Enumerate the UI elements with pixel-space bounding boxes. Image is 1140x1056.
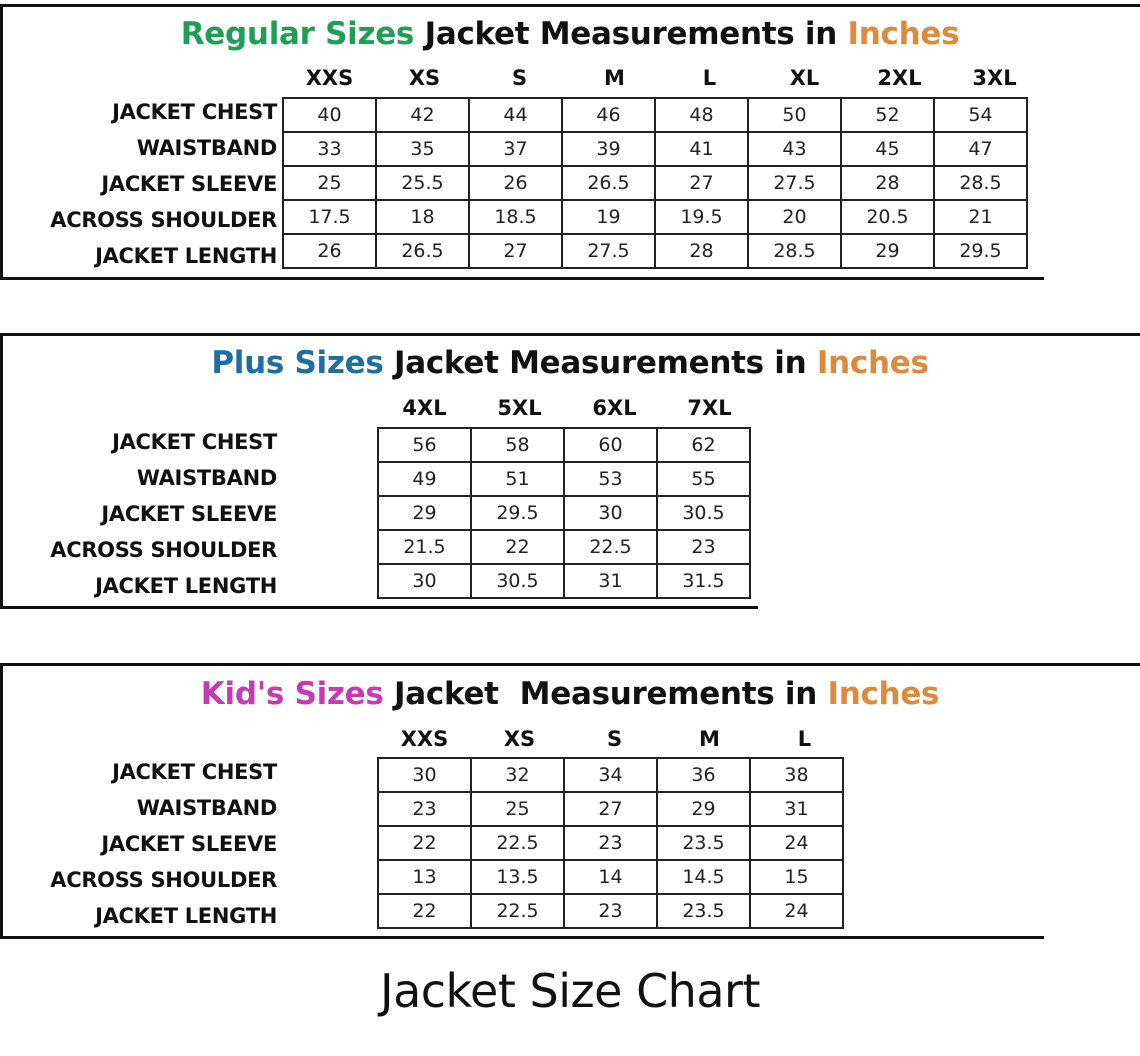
table-cell: 23.5 [657,894,750,928]
size-header-xs: XS [408,66,441,90]
table-cell: 19 [562,200,655,234]
row-label-jacket-chest: JACKET CHEST [112,760,277,784]
table-cell: 54 [934,98,1027,132]
table-cell: 40 [283,98,376,132]
table-cell: 39 [562,132,655,166]
size-header-s: S [511,66,528,90]
table-cell: 14 [564,860,657,894]
row-label-jacket-sleeve: JACKET SLEEVE [101,832,277,856]
row-label-across-shoulder: ACROSS SHOULDER [50,538,277,562]
size-header-xxs: XXS [400,727,449,751]
kids-title-text: Jacket Measurements in [383,676,828,712]
regular-title-unit: Inches [847,16,960,52]
table-cell: 27 [469,234,562,268]
size-header-s: S [606,727,623,751]
table-cell: 27 [655,166,748,200]
plus-title-text: Jacket Measurements in [383,345,817,381]
regular-frame-top [0,4,1140,7]
kids-frame-bottom [0,936,1044,939]
table-cell: 22 [378,826,471,860]
table-cell: 22 [471,530,564,564]
table-cell: 24 [750,894,843,928]
row-label-jacket-chest: JACKET CHEST [112,430,277,454]
plus-title [0,345,1140,381]
table-cell: 47 [934,132,1027,166]
table-cell: 30 [378,758,471,792]
size-header-xs: XS [503,727,536,751]
kids-title [0,676,1140,712]
chart-caption: Jacket Size Chart [380,964,760,1018]
table-cell: 27.5 [562,234,655,268]
size-header-l: L [702,66,717,90]
table-row [378,530,750,564]
size-header-3xl: 3XL [972,66,1017,90]
size-header-xl: XL [789,66,820,90]
size-header-m: M [604,66,625,90]
table-cell: 23 [564,894,657,928]
row-label-across-shoulder: ACROSS SHOULDER [50,868,277,892]
row-label-jacket-length: JACKET LENGTH [95,904,277,928]
regular-title-size-type: Regular Sizes [180,16,415,52]
table-cell: 28 [655,234,748,268]
row-label-jacket-sleeve: JACKET SLEEVE [101,502,277,526]
table-cell: 30 [564,496,657,530]
regular-title [0,16,1140,52]
table-row [283,98,1027,132]
table-cell: 50 [748,98,841,132]
plus-title-size-type: Plus Sizes [211,345,384,381]
kids-title-unit: Inches [827,676,940,712]
row-label-jacket-length: JACKET LENGTH [95,244,277,268]
table-row [378,826,843,860]
table-cell: 53 [564,462,657,496]
table-cell: 23.5 [657,826,750,860]
table-cell: 30.5 [657,496,750,530]
table-cell: 22.5 [471,826,564,860]
table-cell: 60 [564,428,657,462]
table-row [378,758,843,792]
table-cell: 34 [564,758,657,792]
table-cell: 22.5 [564,530,657,564]
table-cell: 23 [657,530,750,564]
kids-title-size-type: Kid's Sizes [200,676,384,712]
table-row [283,132,1027,166]
table-cell: 18 [376,200,469,234]
size-header-m: M [699,727,720,751]
table-cell: 13 [378,860,471,894]
table-cell: 29 [657,792,750,826]
table-cell: 46 [562,98,655,132]
table-cell: 30.5 [471,564,564,598]
table-cell: 48 [655,98,748,132]
table-cell: 49 [378,462,471,496]
plus-frame-bottom [0,606,758,609]
table-cell: 13.5 [471,860,564,894]
table-cell: 35 [376,132,469,166]
table-cell: 20.5 [841,200,934,234]
table-cell: 29.5 [471,496,564,530]
table-cell: 33 [283,132,376,166]
table-cell: 45 [841,132,934,166]
table-cell: 42 [376,98,469,132]
table-cell: 20 [748,200,841,234]
table-cell: 36 [657,758,750,792]
plus-frame-top [0,333,1140,336]
row-label-across-shoulder: ACROSS SHOULDER [50,208,277,232]
kids-frame-top [0,663,1140,666]
table-row [378,860,843,894]
table-cell: 26.5 [562,166,655,200]
table-cell: 41 [655,132,748,166]
plus-size-table [377,427,751,599]
table-cell: 37 [469,132,562,166]
table-cell: 19.5 [655,200,748,234]
table-cell: 24 [750,826,843,860]
table-cell: 43 [748,132,841,166]
row-label-jacket-sleeve: JACKET SLEEVE [101,172,277,196]
table-cell: 22.5 [471,894,564,928]
table-cell: 18.5 [469,200,562,234]
table-cell: 31.5 [657,564,750,598]
table-cell: 21 [934,200,1027,234]
table-cell: 44 [469,98,562,132]
table-cell: 17.5 [283,200,376,234]
table-cell: 25 [471,792,564,826]
table-cell: 29 [841,234,934,268]
size-header-xxs: XXS [305,66,354,90]
table-row [378,462,750,496]
table-cell: 38 [750,758,843,792]
table-cell: 15 [750,860,843,894]
table-cell: 28.5 [748,234,841,268]
table-cell: 30 [378,564,471,598]
table-cell: 26.5 [376,234,469,268]
table-cell: 27 [564,792,657,826]
table-cell: 25 [283,166,376,200]
table-cell: 55 [657,462,750,496]
row-label-jacket-length: JACKET LENGTH [95,574,277,598]
table-row [378,792,843,826]
table-cell: 32 [471,758,564,792]
size-header-4xl: 4XL [402,396,447,420]
size-header-7xl: 7XL [687,396,732,420]
table-cell: 23 [564,826,657,860]
table-cell: 31 [750,792,843,826]
table-cell: 22 [378,894,471,928]
row-label-waistband: WAISTBAND [136,466,277,490]
size-header-2xl: 2XL [877,66,922,90]
table-cell: 31 [564,564,657,598]
size-header-l: L [797,727,812,751]
table-cell: 26 [469,166,562,200]
table-cell: 62 [657,428,750,462]
table-cell: 51 [471,462,564,496]
size-header-5xl: 5XL [497,396,542,420]
table-cell: 28 [841,166,934,200]
table-cell: 25.5 [376,166,469,200]
table-cell: 26 [283,234,376,268]
table-cell: 21.5 [378,530,471,564]
table-cell: 14.5 [657,860,750,894]
table-row [283,200,1027,234]
table-row [378,894,843,928]
plus-title-unit: Inches [816,345,929,381]
table-cell: 29 [378,496,471,530]
regular-frame-bottom [0,277,1044,280]
size-header-6xl: 6XL [592,396,637,420]
table-cell: 58 [471,428,564,462]
table-cell: 52 [841,98,934,132]
row-label-waistband: WAISTBAND [136,136,277,160]
table-row [283,234,1027,268]
table-cell: 56 [378,428,471,462]
table-row [378,496,750,530]
table-row [378,564,750,598]
row-label-jacket-chest: JACKET CHEST [112,100,277,124]
table-cell: 28.5 [934,166,1027,200]
table-cell: 29.5 [934,234,1027,268]
table-cell: 23 [378,792,471,826]
table-row [283,166,1027,200]
regular-size-table [282,97,1028,269]
kids-size-table [377,757,844,929]
row-label-waistband: WAISTBAND [136,796,277,820]
table-cell: 27.5 [748,166,841,200]
table-row [378,428,750,462]
regular-title-text: Jacket Measurements in [414,16,848,52]
